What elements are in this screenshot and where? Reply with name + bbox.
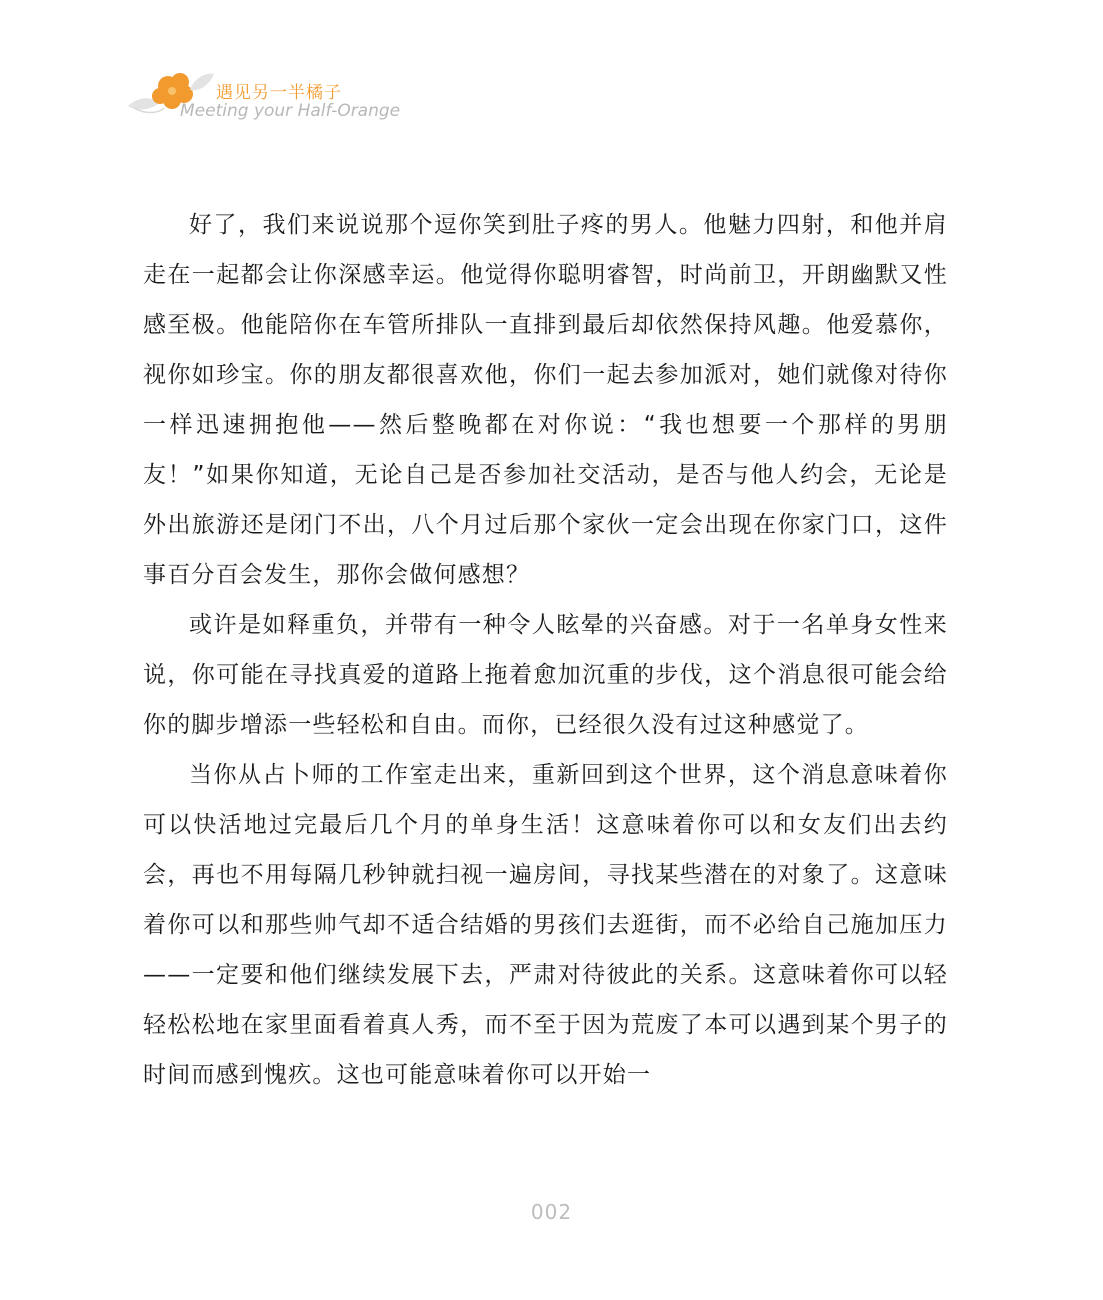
page-number: 002 (530, 1200, 573, 1224)
running-header (124, 66, 444, 126)
paragraph: 或许是如释重负，并带有一种令人眩晕的兴奋感。对于一名单身女性来说，你可能在寻找真爱的道路上拖着愈加沉重的步伐，这个消息很可能会给你的脚步增添一些轻松和自由。而你，已经很久没有过这种感觉了。 (143, 612, 948, 738)
body-text (143, 200, 948, 1100)
brand-title-cn: 遇见另一半橘子 (216, 83, 342, 103)
brand-title-en: Meeting your Half-Orange (180, 101, 401, 121)
paragraph: 好了，我们来说说那个逗你笑到肚子疼的男人。他魅力四射，和他并肩走在一起都会让你深感幸运。他觉得你聪明睿智，时尚前卫，开朗幽默又性感至极。他能陪你在车管所排队一直排到最后却依然保持风趣。他爱慕你，视你如珍宝。你的朋友都很喜欢他，你们一起去参加派对，她们就像对待你一样迅速拥抱他——然后整晚都在对你说：“我也想要一个那样的男朋友！”如果你知道，无论自己是否参加社交活动，是否与他人约会，无论是外出旅游还是闭门不出，八个月过后那个家伙一定会出现在你家门口，这件事百分百会发生，那你会做何感想？ (143, 212, 948, 588)
paragraph: 当你从占卜师的工作室走出来，重新回到这个世界，这个消息意味着你可以快活地过完最后几个月的单身生活！这意味着你可以和女友们出去约会，再也不用每隔几秒钟就扫视一遍房间，寻找某些潜在的对象了。这意味着你可以和那些帅气却不适合结婚的男孩们去逛街，而不必给自己施加压力——一定要和他们继续发展下去，严肃对待彼此的关系。这意味着你可以轻轻松松地在家里面看着真人秀，而不至于因为荒废了本可以遇到某个男子的时间而感到愧疚。这也可能意味着你可以开始一 (143, 762, 948, 1088)
